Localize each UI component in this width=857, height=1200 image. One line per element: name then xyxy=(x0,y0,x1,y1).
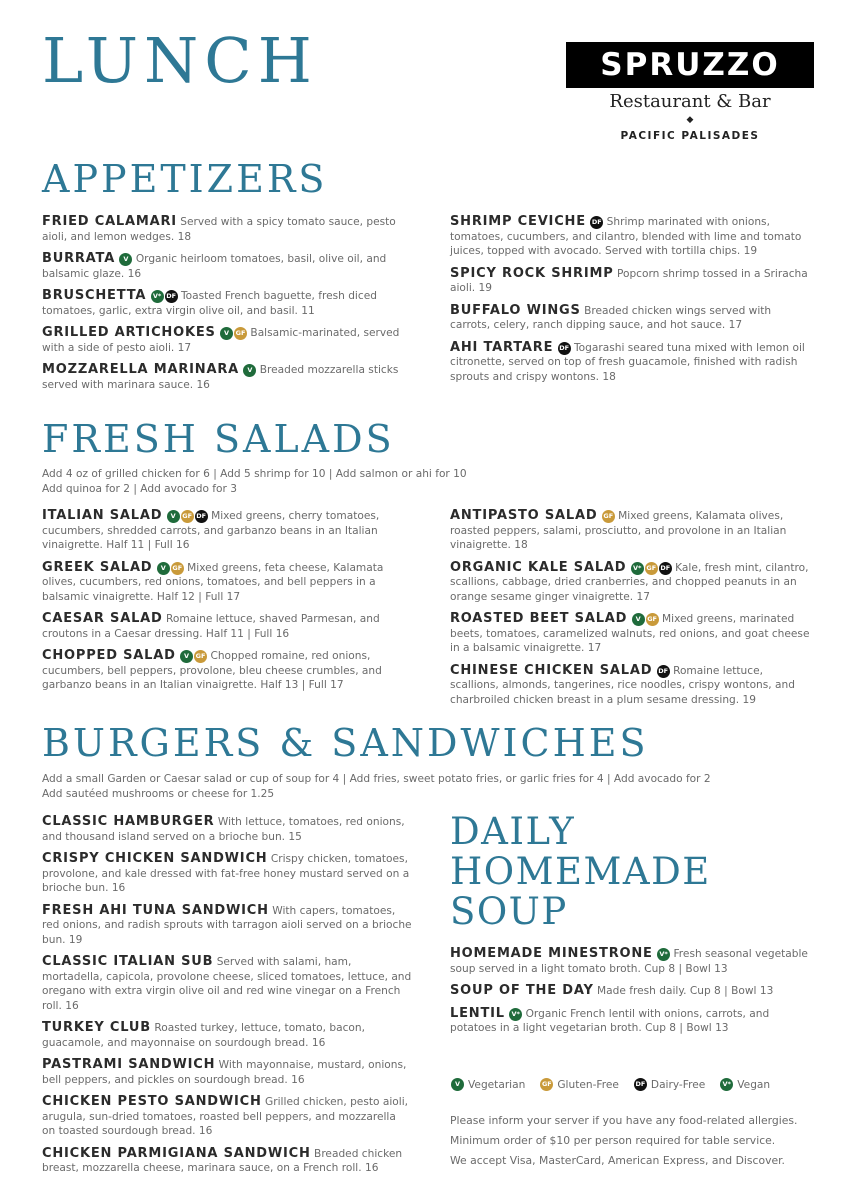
appetizers-left-column xyxy=(42,215,412,400)
menu-item-name: SPICY ROCK SHRIMP xyxy=(450,265,614,281)
menu-item-description: Made fresh daily. Cup 8 | Bowl 13 xyxy=(597,985,774,997)
vegan-icon: V* xyxy=(720,1078,733,1091)
menu-item xyxy=(42,815,412,844)
menu-item-description: Romaine lettuce, scallions, almonds, tangerines, rice noodles, crispy wontons, and charbroiled chicken breast in a plum sesame dressing. 19 xyxy=(450,664,795,706)
gluten-free-icon: GF xyxy=(171,562,184,575)
vegan-icon: V* xyxy=(509,1008,522,1021)
menu-item-name: BURRATA xyxy=(42,251,116,266)
page-title: LUNCH xyxy=(42,24,318,97)
menu-item-name: CAESAR SALAD xyxy=(42,611,163,626)
menu-item-description: Fresh seasonal vegetable soup served in a light tomato broth. Cup 8 | Bowl 13 xyxy=(450,948,808,975)
menu-item xyxy=(450,341,810,385)
menu-item-description: Shrimp marinated with onions, tomatoes, cucumbers, and cilantro, blended with lime and tomato juices, topped with avocado. Served with tortilla chips. 19 xyxy=(450,216,802,257)
menu-item-description: Mixed greens, cherry tomatoes, cucumbers, shredded carrots, and garbanzo beans in an Italian vinaigrette. Half 11 | Full 16 xyxy=(42,510,380,551)
menu-item-description: Mixed greens, marinated beets, tomatoes, caramelized walnuts, red onions, and goat cheese in a balsamic vinaigrette. 17 xyxy=(450,613,810,654)
soup-title-line2: HOMEMADE xyxy=(450,850,711,893)
menu-item xyxy=(42,252,412,281)
menu-item-name: LENTIL xyxy=(450,1005,505,1021)
menu-item-description: Mixed greens, Kalamata olives, roasted peppers, salami, prosciutto, and provolone in an Italian vinaigrette. 18 xyxy=(450,510,787,551)
menu-item-name: ITALIAN SALAD xyxy=(42,508,163,523)
menu-item-description: Romaine lettuce, shaved Parmesan, and croutons in a Caesar dressing. Half 11 | Full 16 xyxy=(42,613,380,640)
gluten-free-icon: GF xyxy=(602,510,615,523)
salads-left-column xyxy=(42,509,412,701)
menu-item-description: Togarashi seared tuna mixed with lemon oil citronette, served on top of fresh guacamole, finished with radish sprouts and crispy wontons. 18 xyxy=(450,341,805,383)
menu-item xyxy=(42,904,412,948)
menu-item xyxy=(42,363,412,392)
gluten-free-icon: GF xyxy=(194,650,207,663)
menu-item xyxy=(450,984,810,999)
menu-item-name: FRIED CALAMARI xyxy=(42,214,177,229)
salads-addons-line1: Add 4 oz of grilled chicken for 6 | Add 5 shrimp for 10 | Add salmon or ahi for 10 xyxy=(42,468,467,480)
vegetarian-icon: V xyxy=(157,562,170,575)
logo-location: PACIFIC PALISADES xyxy=(620,130,760,142)
menu-item-description: Crispy chicken, tomatoes, provolone, and kale dressed with fat-free honey mustard served on a brioche bun. 16 xyxy=(42,853,410,894)
menu-item-name: HOMEMADE MINESTRONE xyxy=(450,946,653,961)
menu-item-name: SOUP OF THE DAY xyxy=(450,983,594,998)
dairy-free-icon: DF xyxy=(165,290,178,303)
menu-item xyxy=(42,561,412,605)
menu-item xyxy=(42,509,412,553)
menu-item-name: CHICKEN PARMIGIANA SANDWICH xyxy=(42,1145,311,1161)
vegan-icon: V* xyxy=(151,290,164,303)
legend-label: Vegan xyxy=(737,1078,771,1091)
diamond-icon: ◆ xyxy=(686,115,694,125)
menu-item xyxy=(450,612,810,656)
burgers-addons-note xyxy=(42,772,711,801)
menu-item-name: PASTRAMI SANDWICH xyxy=(42,1057,216,1072)
menu-item-name: CHINESE CHICKEN SALAD xyxy=(450,662,653,678)
menu-item-name: GRILLED ARTICHOKES xyxy=(42,325,216,340)
gluten-free-icon: GF xyxy=(181,510,194,523)
soup-title xyxy=(450,812,711,932)
dairy-free-icon: DF xyxy=(195,510,208,523)
burgers-addons-line1: Add a small Garden or Caesar salad or cup of soup for 4 | Add fries, sweet potato fries, or garlic fries for 4 | Add avocado for 2 xyxy=(42,773,711,785)
menu-item-name: CRISPY CHICKEN SANDWICH xyxy=(42,851,268,866)
menu-item-name: ORGANIC KALE SALAD xyxy=(450,559,627,575)
menu-item xyxy=(42,289,412,318)
logo-subtitle: Restaurant & Bar xyxy=(609,91,771,112)
menu-item xyxy=(42,1095,412,1139)
menu-item-name: MOZZARELLA MARINARA xyxy=(42,362,240,377)
burgers-column xyxy=(42,815,412,1184)
restaurant-logo xyxy=(566,42,814,142)
menu-item-name: CLASSIC HAMBURGER xyxy=(42,814,215,829)
menu-item-name: CHICKEN PESTO SANDWICH xyxy=(42,1094,262,1109)
menu-item xyxy=(450,215,810,259)
menu-item-description: Roasted turkey, lettuce, tomato, bacon, guacamole, and mayonnaise on sourdough bread. 16 xyxy=(42,1022,365,1049)
menu-item-description: Served with a spicy tomato sauce, pesto aioli, and lemon wedges. 18 xyxy=(42,216,396,243)
legend-label: Gluten-Free xyxy=(557,1078,619,1091)
legend-label: Dairy-Free xyxy=(650,1078,706,1091)
vegetarian-icon: V xyxy=(167,510,180,523)
gluten-free-icon: GF xyxy=(646,613,659,626)
dairy-free-icon: DF xyxy=(634,1078,647,1091)
menu-item xyxy=(42,955,412,1013)
menu-item-description: Breaded mozzarella sticks served with marinara sauce. 16 xyxy=(42,364,399,391)
menu-item-description: Balsamic-marinated, served with a side of pesto aioli. 17 xyxy=(42,327,400,354)
appetizers-title: APPETIZERS xyxy=(42,157,328,201)
menu-item xyxy=(42,326,412,355)
menu-item xyxy=(450,304,810,333)
menu-item-description: With lettuce, tomatoes, red onions, and thousand island served on a brioche bun. 15 xyxy=(42,816,405,843)
menu-item-description: Breaded chicken breast, mozzarella cheese, marinara sauce, on a French roll. 16 xyxy=(42,1147,403,1174)
legend-item xyxy=(633,1078,705,1091)
gluten-free-icon: GF xyxy=(540,1078,553,1091)
salads-title: FRESH SALADS xyxy=(42,417,395,461)
burgers-addons-line2: Add sautéed mushrooms or cheese for 1.25 xyxy=(42,787,275,800)
salads-right-column xyxy=(450,509,810,715)
menu-item xyxy=(42,852,412,896)
menu-item-name: CHOPPED SALAD xyxy=(42,648,176,663)
menu-item xyxy=(450,267,810,296)
menu-item-description: Grilled chicken, pesto aioli, arugula, sun-dried tomatoes, roasted bell peppers, and mozzarella on toasted sourdough bread. 16 xyxy=(42,1096,409,1137)
menu-item-name: TURKEY CLUB xyxy=(42,1020,151,1035)
menu-item-name: BUFFALO WINGS xyxy=(450,302,581,318)
menu-item-description: Chopped romaine, red onions, cucumbers, bell peppers, provolone, bleu cheese crumbles, and garbanzo beans in an Italian vinaigrette. Half 13 | Full 17 xyxy=(42,650,382,691)
menu-item-name: FRESH AHI TUNA SANDWICH xyxy=(42,902,269,918)
service-info xyxy=(450,1111,797,1171)
burgers-title: BURGERS & SANDWICHES xyxy=(42,721,649,765)
menu-item-description: Served with salami, ham, mortadella, capicola, provolone cheese, sliced tomatoes, lettuce, and oregano with extra virgin olive oil and red wine vinegar on a French roll. 16 xyxy=(42,956,412,1012)
legend-item xyxy=(539,1078,619,1091)
dairy-free-icon: DF xyxy=(659,562,672,575)
menu-item-description: Breaded chicken wings served with carrots, celery, ranch dipping sauce, and hot sauce. 17 xyxy=(450,304,772,331)
menu-item xyxy=(42,649,412,693)
menu-item-name: BRUSCHETTA xyxy=(42,288,147,303)
menu-item xyxy=(42,612,412,641)
legend-item xyxy=(719,1078,770,1091)
menu-item xyxy=(42,1147,412,1176)
menu-item xyxy=(450,1007,810,1036)
allergy-note: Please inform your server if you have any food-related allergies. xyxy=(450,1114,798,1127)
salads-addons-line2: Add quinoa for 2 | Add avocado for 3 xyxy=(42,482,237,495)
menu-item-description: With mayonnaise, mustard, onions, bell peppers, and pickles on sourdough bread. 16 xyxy=(42,1059,407,1086)
menu-item-description: Popcorn shrimp tossed in a Sriracha aioli. 19 xyxy=(450,267,808,294)
menu-item xyxy=(450,509,810,553)
legend-label: Vegetarian xyxy=(468,1078,526,1091)
dairy-free-icon: DF xyxy=(558,342,571,355)
vegetarian-icon: V xyxy=(180,650,193,663)
menu-item-description: Organic French lentil with onions, carrots, and potatoes in a light vegetarian broth. Cup 8 | Bowl 13 xyxy=(450,1007,770,1034)
menu-item xyxy=(450,947,810,976)
menu-item xyxy=(42,1021,412,1050)
vegetarian-icon: V xyxy=(119,253,132,266)
menu-item-description: With capers, tomatoes, red onions, and radish sprouts with tarragon aioli served on a brioche bun. 19 xyxy=(42,904,412,946)
vegetarian-icon: V xyxy=(632,613,645,626)
menu-item-name: GREEK SALAD xyxy=(42,559,153,575)
logo-name: SPRUZZO xyxy=(566,42,814,88)
soup-title-line1: DAILY xyxy=(450,810,576,853)
menu-item xyxy=(450,561,810,605)
salads-addons-note xyxy=(42,467,467,496)
soup-title-line3: SOUP xyxy=(450,890,568,933)
legend-item xyxy=(450,1078,525,1091)
appetizers-right-column xyxy=(450,215,810,392)
menu-item-description: Organic heirloom tomatoes, basil, olive oil, and balsamic glaze. 16 xyxy=(42,253,387,280)
vegan-icon: V* xyxy=(657,948,670,961)
menu-item-name: AHI TARTARE xyxy=(450,339,554,355)
menu-item-name: CLASSIC ITALIAN SUB xyxy=(42,954,214,969)
menu-item xyxy=(42,215,412,244)
menu-item-description: Toasted French baguette, fresh diced tomatoes, garlic, extra virgin olive oil, and basil. 11 xyxy=(42,290,377,317)
vegetarian-icon: V xyxy=(220,327,233,340)
menu-item-description: Mixed greens, feta cheese, Kalamata olives, cucumbers, red onions, tomatoes, and bell peppers in a balsamic vinaigrette. Half 12 | Full 17 xyxy=(42,561,384,603)
payment-note: We accept Visa, MasterCard, American Express, and Discover. xyxy=(450,1154,785,1167)
dairy-free-icon: DF xyxy=(657,665,670,678)
menu-item-name: ANTIPASTO SALAD xyxy=(450,508,598,523)
menu-item-name: ROASTED BEET SALAD xyxy=(450,611,628,626)
menu-item xyxy=(42,1058,412,1087)
soup-column xyxy=(450,947,810,1044)
menu-item xyxy=(450,664,810,708)
menu-item-name: SHRIMP CEVICHE xyxy=(450,214,586,229)
vegetarian-icon: V xyxy=(451,1078,464,1091)
dairy-free-icon: DF xyxy=(590,216,603,229)
gluten-free-icon: GF xyxy=(234,327,247,340)
vegan-icon: V* xyxy=(631,562,644,575)
dietary-legend xyxy=(450,1078,770,1091)
gluten-free-icon: GF xyxy=(645,562,658,575)
minimum-order-note: Minimum order of $10 per person required for table service. xyxy=(450,1134,776,1147)
menu-item-description: Kale, fresh mint, cilantro, scallions, cabbage, dried cranberries, and chopped peanuts in an orange sesame ginger vinaigrette. 17 xyxy=(450,561,809,603)
vegetarian-icon: V xyxy=(243,364,256,377)
